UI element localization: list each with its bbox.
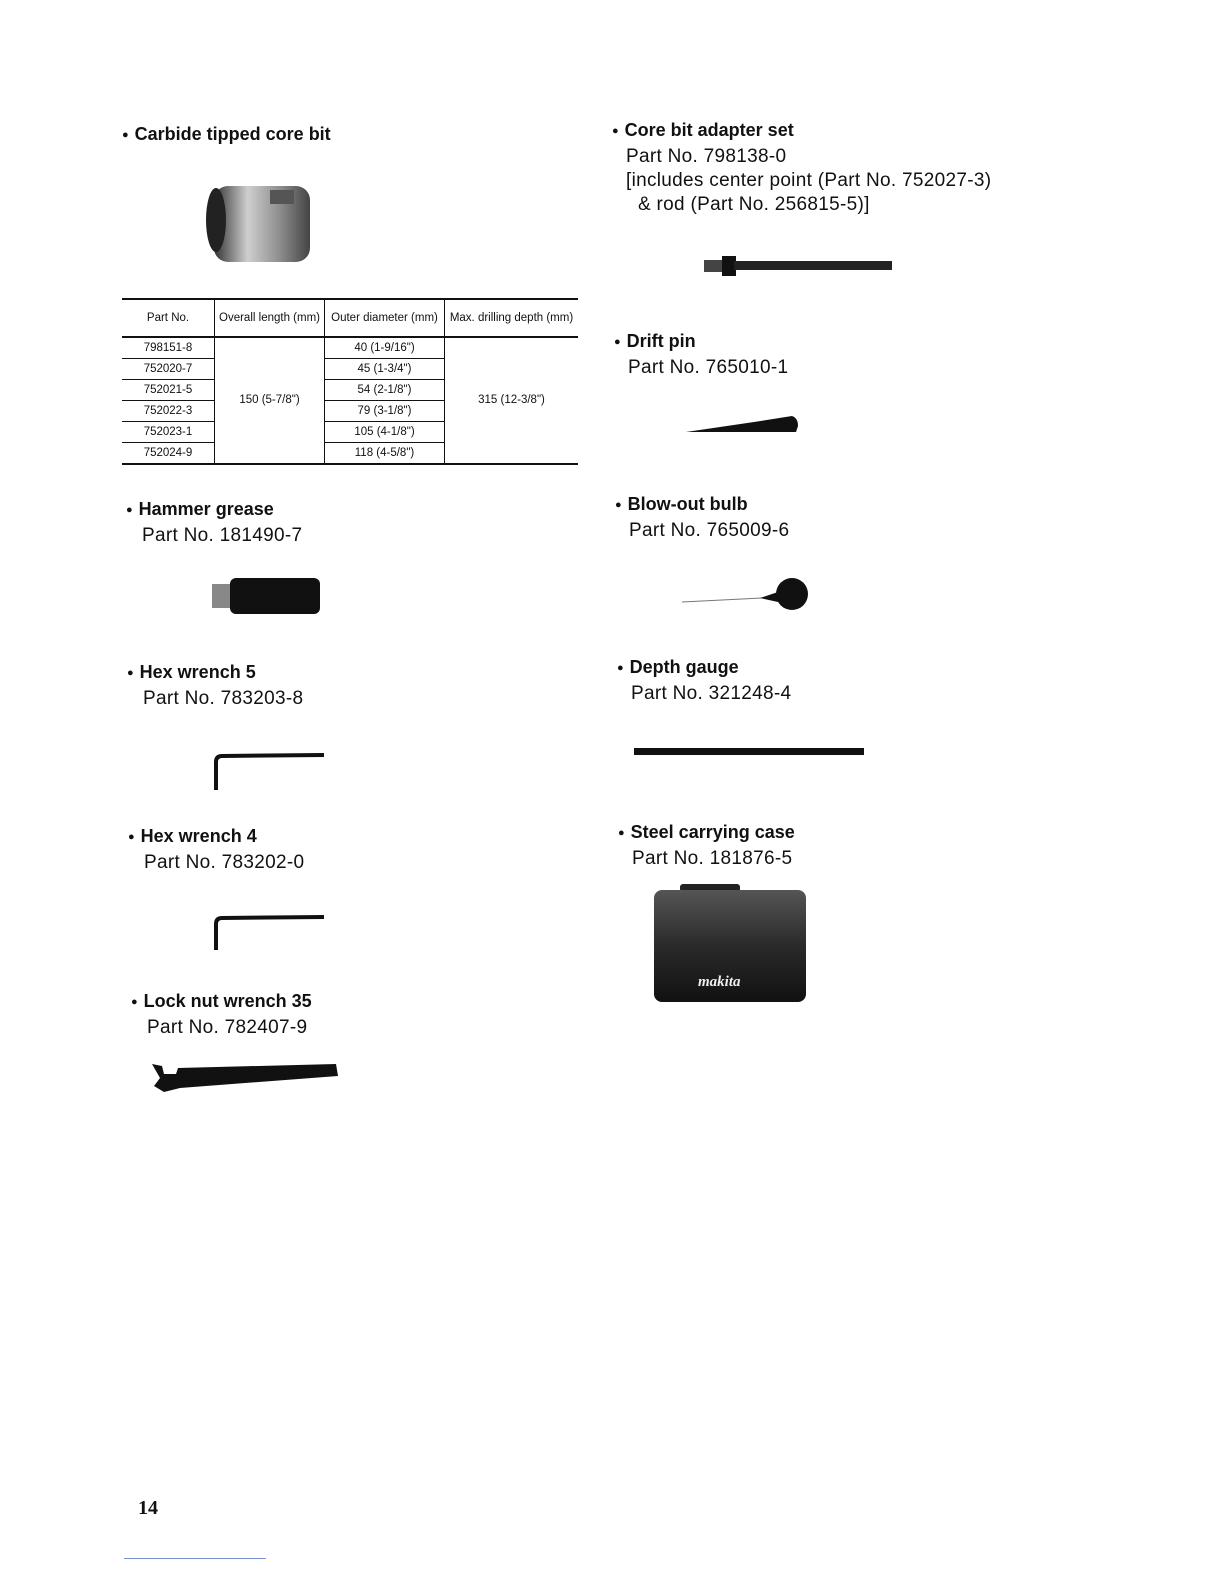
part-cell: 798151-8 xyxy=(122,337,215,359)
table-row xyxy=(122,337,578,359)
hex-wrench-5-part: Part No. 783203-8 xyxy=(143,688,304,709)
hammer-grease-title: ● Hammer grease xyxy=(126,497,302,524)
grease-tube-image xyxy=(212,578,322,614)
depth-gauge-image xyxy=(634,746,866,758)
carbide-core-bit-title: ● Carbide tipped core bit xyxy=(122,122,331,149)
overall-length-cell: 150 (5-7/8") xyxy=(215,337,325,464)
diameter-cell: 54 (2-1/8") xyxy=(325,380,445,401)
diameter-cell: 45 (1-3/4") xyxy=(325,359,445,380)
diameter-cell: 105 (4-1/8") xyxy=(325,422,445,443)
core-bit-adapter-part: Part No. 798138-0 xyxy=(626,146,787,167)
blow-out-bulb-section xyxy=(615,492,789,543)
hex-wrench-4-part: Part No. 783202-0 xyxy=(144,852,305,873)
core-bit-adapter-includes: [includes center point (Part No. 752027-3) xyxy=(626,170,992,191)
core-bit-adapter-section xyxy=(612,118,991,217)
part-cell: 752023-1 xyxy=(122,422,215,443)
max-depth-cell: 315 (12-3/8") xyxy=(445,337,579,464)
carbide-core-bit-section xyxy=(122,122,331,149)
steel-case-section xyxy=(618,820,795,871)
part-cell: 752021-5 xyxy=(122,380,215,401)
lock-nut-wrench-section xyxy=(131,989,312,1040)
hammer-grease-section xyxy=(126,497,302,548)
hex-wrench-5-image xyxy=(212,752,326,792)
part-cell: 752022-3 xyxy=(122,401,215,422)
drift-pin-image xyxy=(684,414,800,436)
depth-gauge-section xyxy=(617,655,791,706)
steel-case-title: ● Steel carrying case xyxy=(618,820,795,847)
hex-wrench-4-section xyxy=(128,824,304,875)
hex-wrench-5-section xyxy=(127,660,303,711)
header-outer-diameter: Outer diameter (mm) xyxy=(325,299,445,337)
drift-pin-title: ● Drift pin xyxy=(614,329,788,356)
blow-out-bulb-image xyxy=(682,572,812,612)
part-cell: 752024-9 xyxy=(122,443,215,465)
makita-logo: makita xyxy=(698,974,741,990)
depth-gauge-part: Part No. 321248-4 xyxy=(631,683,792,704)
hex-wrench-4-image xyxy=(212,914,326,952)
core-bit-spec-table xyxy=(122,298,578,465)
page-number: 14 xyxy=(138,1497,158,1519)
depth-gauge-title: ● Depth gauge xyxy=(617,655,791,682)
header-max-depth: Max. drilling depth (mm) xyxy=(445,299,579,337)
core-bit-adapter-title: ● Core bit adapter set xyxy=(612,118,991,145)
blow-out-bulb-part: Part No. 765009-6 xyxy=(629,520,790,541)
footer-rule xyxy=(124,1558,266,1559)
core-bit-image xyxy=(200,180,324,270)
lock-nut-wrench-title: ● Lock nut wrench 35 xyxy=(131,989,312,1016)
hex-wrench-5-title: ● Hex wrench 5 xyxy=(127,660,303,687)
steel-case-part: Part No. 181876-5 xyxy=(632,848,793,869)
adapter-set-image xyxy=(704,252,894,280)
diameter-cell: 40 (1-9/16") xyxy=(325,337,445,359)
header-overall-length: Overall length (mm) xyxy=(215,299,325,337)
lock-nut-wrench-image xyxy=(150,1060,340,1096)
diameter-cell: 118 (4-5/8") xyxy=(325,443,445,465)
part-cell: 752020-7 xyxy=(122,359,215,380)
lock-nut-wrench-part: Part No. 782407-9 xyxy=(147,1017,308,1038)
diameter-cell: 79 (3-1/8") xyxy=(325,401,445,422)
header-part-no: Part No. xyxy=(122,299,215,337)
blow-out-bulb-title: ● Blow-out bulb xyxy=(615,492,789,519)
hammer-grease-part: Part No. 181490-7 xyxy=(142,525,303,546)
carrying-case-image xyxy=(650,882,810,1006)
core-bit-adapter-rod: & rod (Part No. 256815-5)] xyxy=(638,194,870,215)
drift-pin-section xyxy=(614,329,788,380)
drift-pin-part: Part No. 765010-1 xyxy=(628,357,789,378)
hex-wrench-4-title: ● Hex wrench 4 xyxy=(128,824,304,851)
